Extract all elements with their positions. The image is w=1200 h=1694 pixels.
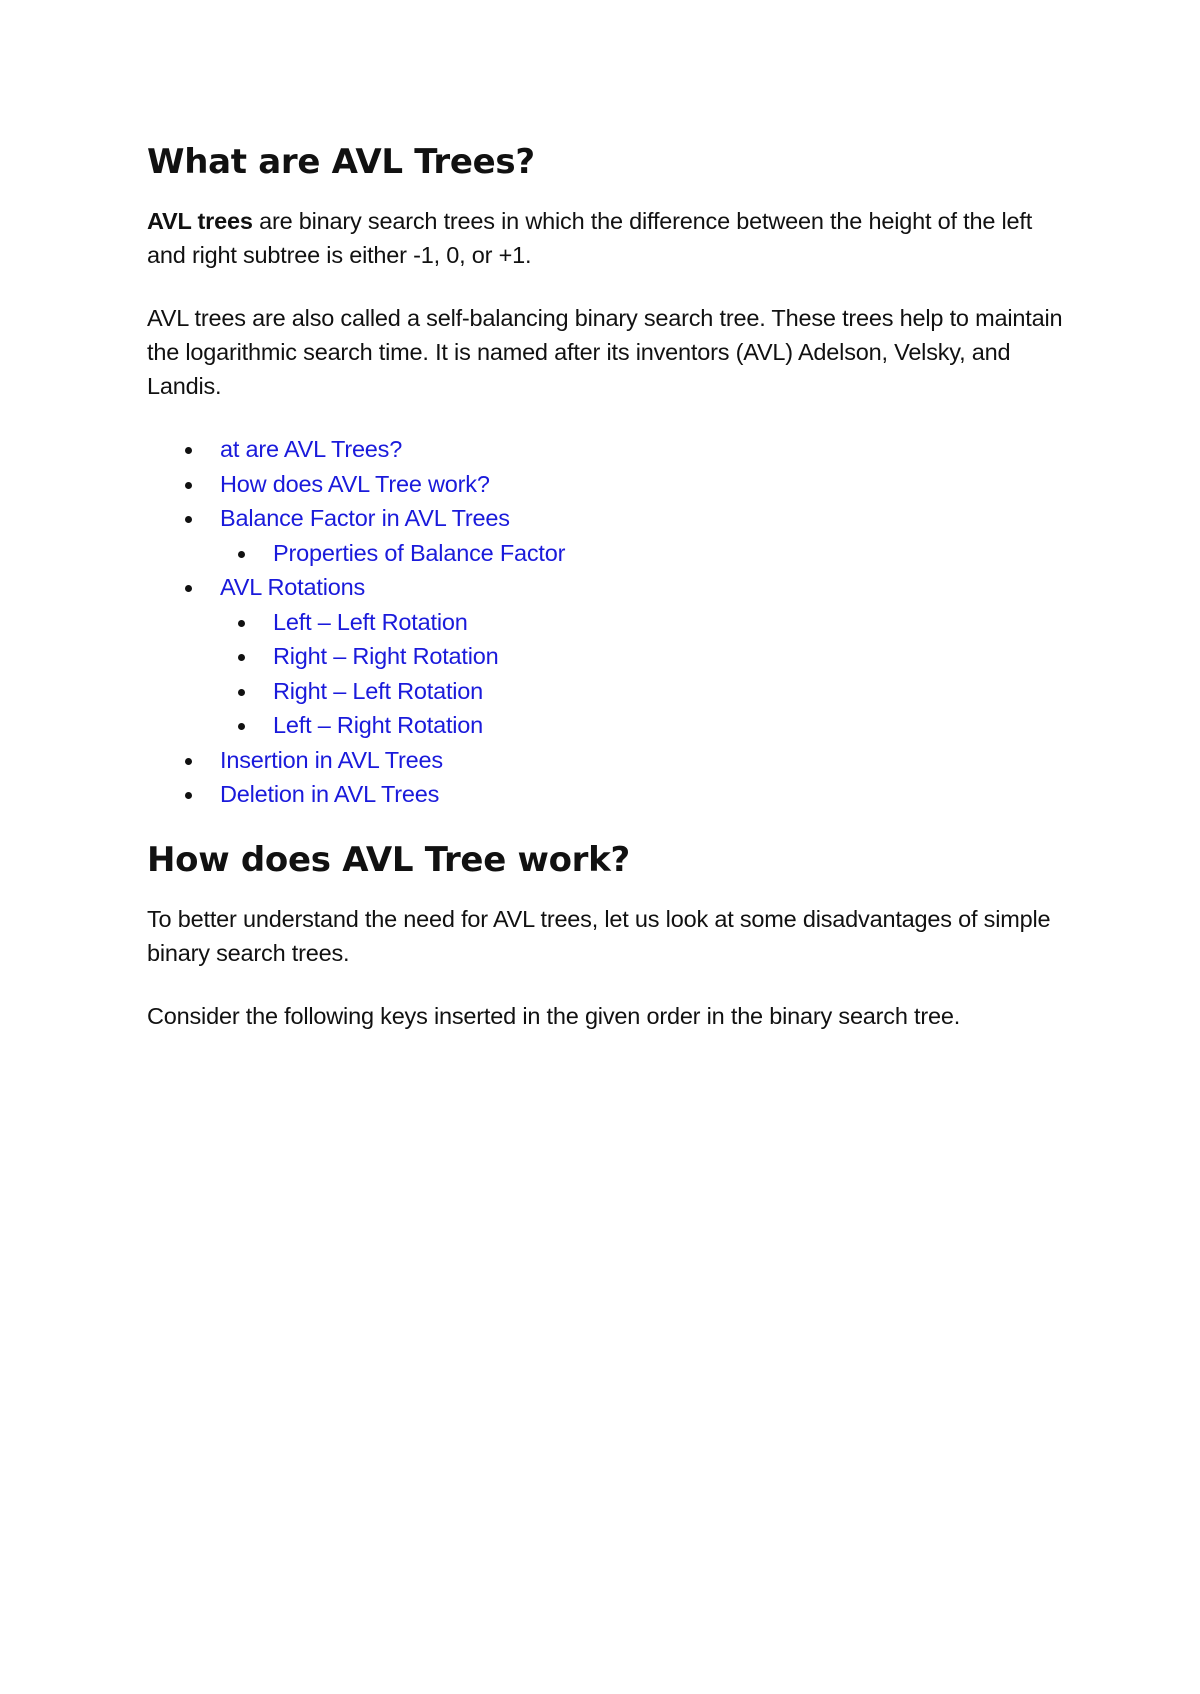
bullet-icon bbox=[185, 758, 192, 765]
bullet-icon bbox=[238, 723, 245, 730]
document-page bbox=[147, 140, 1077, 1062]
toc-subitem bbox=[147, 605, 1077, 640]
toc-link-how-does-avl-tree-work[interactable]: How does AVL Tree work? bbox=[220, 470, 490, 497]
bullet-icon bbox=[185, 482, 192, 489]
toc-subitem bbox=[147, 639, 1077, 674]
keys-paragraph: Consider the following keys inserted in the given order in the binary search tree. bbox=[147, 1002, 961, 1029]
toc-link-balance-factor[interactable]: Balance Factor in AVL Trees bbox=[220, 505, 510, 531]
intro-rest: are binary search trees in which the difference between the height of the left and right subtree is either -1, 0, or +1. bbox=[147, 208, 1033, 268]
bullet-icon bbox=[185, 792, 192, 799]
toc-link-avl-rotations[interactable]: AVL Rotations bbox=[220, 574, 366, 600]
bullet-icon bbox=[185, 516, 192, 523]
bullet-icon bbox=[185, 447, 192, 454]
bullet-icon bbox=[185, 585, 192, 592]
table-of-contents bbox=[147, 432, 1077, 812]
toc-link-right-right-rotation[interactable]: Right – Right Rotation bbox=[273, 643, 499, 669]
toc-item bbox=[147, 467, 1077, 502]
toc-link-deletion[interactable]: Deletion in AVL Trees bbox=[220, 781, 440, 807]
toc-item bbox=[147, 432, 1077, 467]
bullet-icon bbox=[238, 551, 245, 558]
toc-link-what-are-avl-trees[interactable]: at are AVL Trees? bbox=[220, 436, 403, 462]
heading-what-are-avl-trees: What are AVL Trees? bbox=[147, 142, 535, 182]
toc-item bbox=[147, 570, 1077, 605]
toc-item bbox=[147, 501, 1077, 536]
toc-link-left-right-rotation[interactable]: Left – Right Rotation bbox=[273, 712, 484, 738]
bullet-icon bbox=[238, 654, 245, 661]
bullet-icon bbox=[238, 689, 245, 696]
bullet-icon bbox=[238, 620, 245, 627]
toc-link-right-left-rotation[interactable]: Right – Left Rotation bbox=[273, 677, 484, 704]
heading-how-does-avl-tree-work: How does AVL Tree work? bbox=[147, 839, 630, 880]
toc-subitem bbox=[147, 536, 1077, 571]
toc-link-insertion[interactable]: Insertion in AVL Trees bbox=[220, 746, 443, 773]
intro-paragraph bbox=[147, 204, 1077, 272]
toc-item bbox=[147, 777, 1077, 812]
self-balancing-paragraph: AVL trees are also called a self-balancing binary search tree. These trees help to maintain the logarithmic search time. It is named after its inventors (AVL) Adelson, Velsky, and Landis. bbox=[147, 305, 1063, 399]
toc-subitem bbox=[147, 708, 1077, 743]
toc-subitem bbox=[147, 674, 1077, 709]
toc-link-properties-of-balance-factor[interactable]: Properties of Balance Factor bbox=[273, 539, 566, 566]
toc-item bbox=[147, 743, 1077, 778]
toc-link-left-left-rotation[interactable]: Left – Left Rotation bbox=[273, 608, 468, 635]
need-paragraph: To better understand the need for AVL trees, let us look at some disadvantages of simple binary search trees. bbox=[147, 905, 1051, 966]
intro-bold-term: AVL trees bbox=[147, 208, 253, 234]
